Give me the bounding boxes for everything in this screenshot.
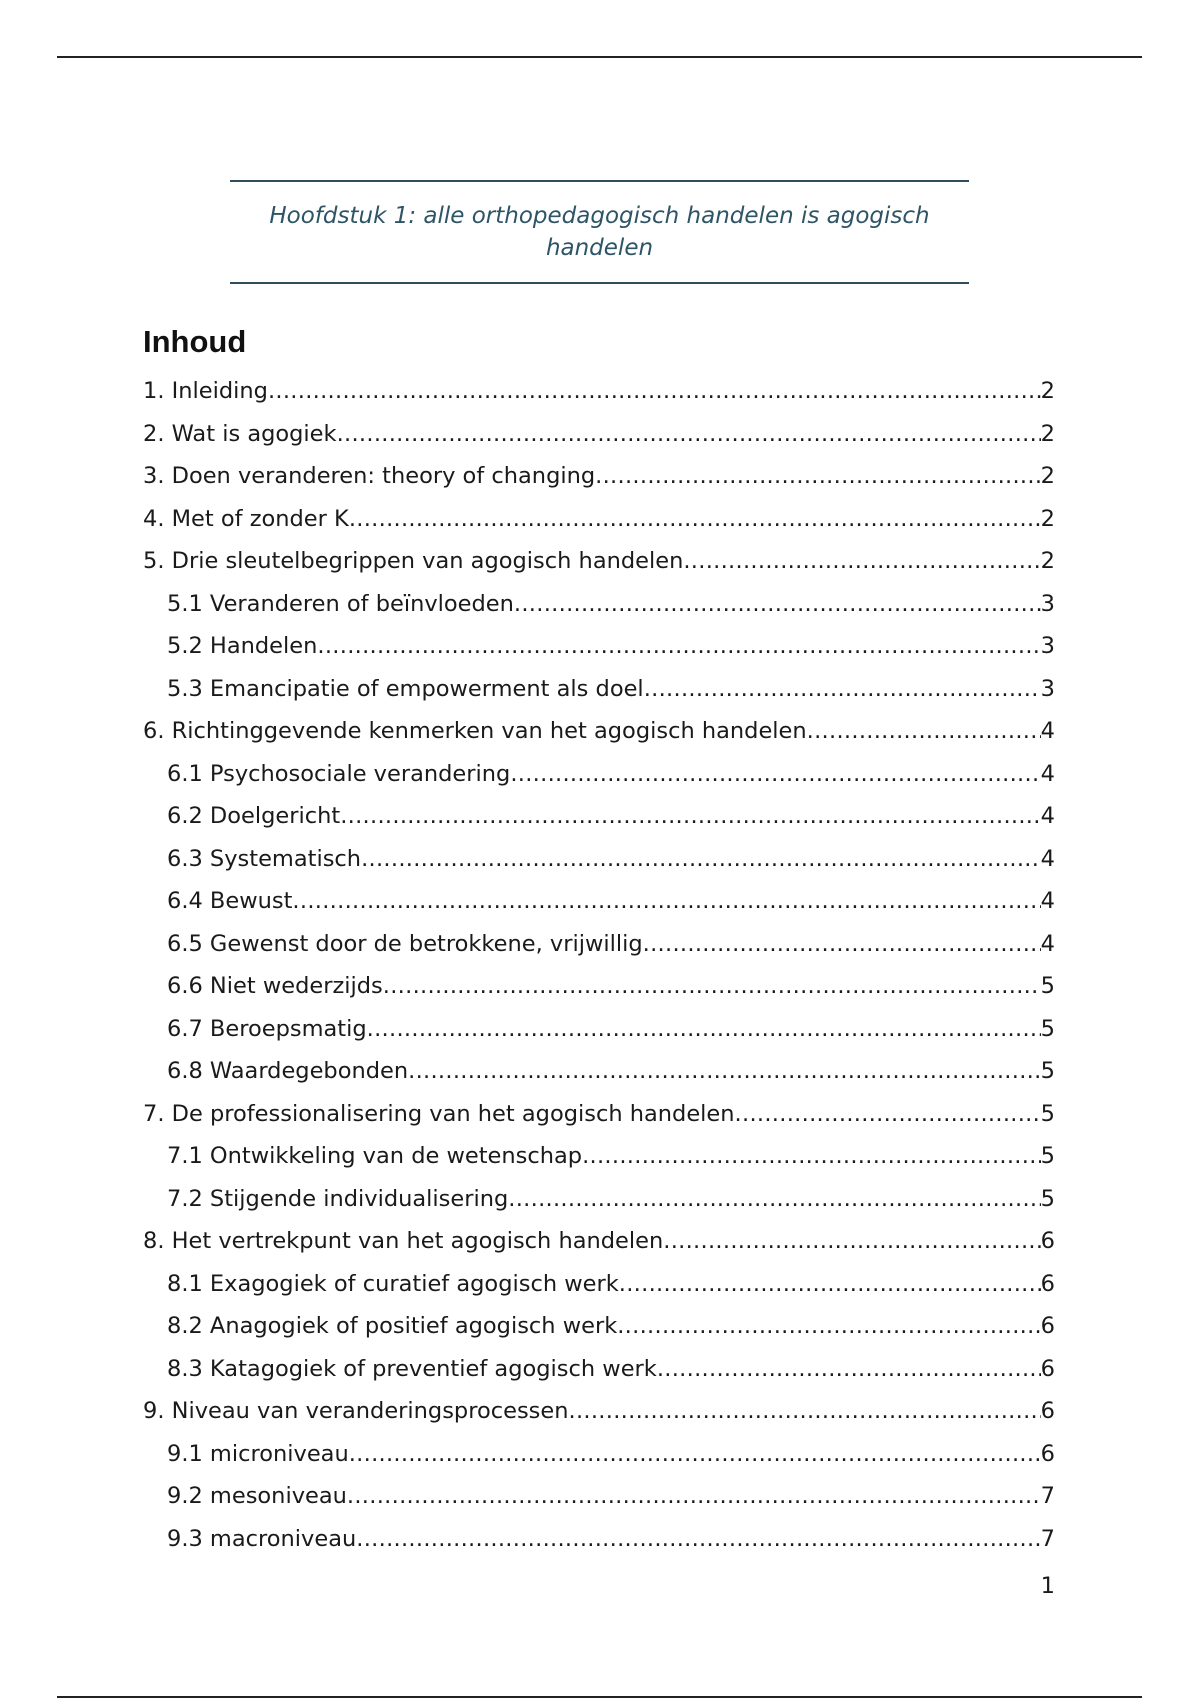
toc-entry-page: 4: [1040, 803, 1055, 829]
toc-entry[interactable]: [143, 1305, 1055, 1348]
toc-entry-page: 5: [1040, 1100, 1055, 1127]
toc-entry[interactable]: [143, 1050, 1055, 1093]
toc-dot-leader: [807, 710, 1041, 753]
toc-dot-leader: [340, 795, 1040, 838]
toc-entry-label: 3. Doen veranderen: theory of changing: [143, 463, 596, 489]
toc-dot-leader: [514, 583, 1041, 626]
toc-entry[interactable]: [143, 753, 1055, 796]
toc-entry-page: 2: [1040, 463, 1055, 489]
toc-entry-label: 2. Wat is agogiek: [143, 420, 337, 447]
toc-entry-page: 3: [1040, 675, 1055, 702]
toc-entry-page: 6: [1040, 1270, 1055, 1297]
toc-dot-leader: [508, 1178, 1040, 1221]
toc-entry[interactable]: [143, 1390, 1055, 1433]
toc-entry[interactable]: [143, 1093, 1055, 1136]
chapter-title: Hoofdstuk 1: alle orthopedagogisch handelen is agogisch handelen: [269, 203, 930, 261]
toc-entry-label: 5. Drie sleutelbegrippen van agogisch handelen: [143, 548, 684, 574]
toc-entry-page: 4: [1040, 760, 1055, 787]
toc-entry-page: 6: [1040, 1313, 1055, 1339]
toc-entry-label: 6.8 Waardegebonden: [167, 1058, 409, 1084]
toc-entry-label: 6.7 Beroepsmatig: [167, 1015, 367, 1042]
toc-entry-page: 4: [1040, 930, 1055, 957]
toc-dot-leader: [619, 1263, 1041, 1306]
toc-entry-page: 4: [1040, 888, 1055, 914]
toc-entry-page: 6: [1040, 1228, 1055, 1254]
toc-entry[interactable]: [143, 923, 1055, 966]
toc-entry-label: 9.3 macroniveau: [167, 1525, 357, 1552]
table-of-contents: [143, 370, 1055, 1560]
toc-entry-page: 6: [1040, 1355, 1055, 1382]
toc-entry-label: 8.3 Katagogiek of preventief agogisch werk: [167, 1355, 657, 1382]
toc-dot-leader: [643, 923, 1041, 966]
toc-dot-leader: [657, 1348, 1041, 1391]
toc-entry-label: 6.1 Psychosociale verandering: [167, 760, 511, 787]
toc-dot-leader: [349, 1433, 1041, 1476]
toc-entry[interactable]: [143, 795, 1055, 838]
toc-entry[interactable]: [143, 540, 1055, 583]
toc-entry-label: 6.2 Doelgericht: [167, 803, 341, 829]
toc-dot-leader: [663, 1220, 1040, 1263]
toc-entry-label: 8. Het vertrekpunt van het agogisch handelen: [143, 1228, 664, 1254]
toc-dot-leader: [361, 838, 1041, 881]
toc-entry[interactable]: [143, 498, 1055, 541]
toc-entry-page: 2: [1040, 505, 1055, 532]
toc-dot-leader: [268, 370, 1041, 413]
toc-entry[interactable]: [143, 1220, 1055, 1263]
toc-entry-label: 8.2 Anagogiek of positief agogisch werk: [167, 1313, 618, 1339]
toc-entry-label: 6.6 Niet wederzijds: [167, 973, 383, 999]
toc-entry[interactable]: [143, 370, 1055, 413]
toc-dot-leader: [582, 1135, 1041, 1178]
page-bottom-rule: [57, 1696, 1142, 1698]
toc-entry[interactable]: [143, 880, 1055, 923]
toc-entry[interactable]: [143, 1178, 1055, 1221]
toc-dot-leader: [595, 455, 1041, 498]
toc-entry-page: 6: [1040, 1440, 1055, 1467]
toc-entry[interactable]: [143, 1433, 1055, 1476]
toc-entry-label: 7.2 Stijgende individualisering: [167, 1185, 509, 1212]
toc-dot-leader: [510, 753, 1040, 796]
toc-entry-page: 4: [1040, 718, 1055, 744]
toc-entry[interactable]: [143, 1135, 1055, 1178]
chapter-title-box: [230, 180, 969, 284]
page-number: 1: [1040, 1573, 1055, 1599]
toc-entry-label: 6.4 Bewust: [167, 888, 293, 914]
toc-entry-label: 8.1 Exagogiek of curatief agogisch werk: [167, 1270, 619, 1297]
toc-entry-label: 9. Niveau van veranderingsprocessen: [143, 1398, 569, 1424]
toc-entry-page: 5: [1040, 1185, 1055, 1212]
toc-entry[interactable]: [143, 413, 1055, 456]
toc-dot-leader: [408, 1050, 1041, 1093]
toc-entry-label: 9.1 microniveau: [167, 1440, 349, 1467]
toc-dot-leader: [349, 498, 1041, 541]
toc-entry[interactable]: [143, 1263, 1055, 1306]
toc-entry-label: 7. De professionalisering van het agogisch handelen: [143, 1100, 735, 1127]
toc-entry-page: 5: [1040, 973, 1055, 999]
toc-dot-leader: [356, 1518, 1040, 1561]
toc-entry[interactable]: [143, 710, 1055, 753]
toc-entry-label: 6. Richtinggevende kenmerken van het agogisch handelen: [143, 718, 807, 744]
toc-entry-label: 1. Inleiding: [143, 378, 268, 404]
toc-dot-leader: [337, 413, 1041, 456]
toc-heading: Inhoud: [143, 324, 247, 359]
toc-entry-label: 7.1 Ontwikkeling van de wetenschap: [167, 1143, 583, 1169]
toc-entry-page: 2: [1040, 420, 1055, 447]
toc-dot-leader: [383, 965, 1041, 1008]
toc-entry[interactable]: [143, 625, 1055, 668]
toc-entry-label: 4. Met of zonder K: [143, 505, 349, 532]
toc-entry-label: 5.3 Emancipatie of empowerment als doel: [167, 675, 644, 702]
toc-entry[interactable]: [143, 668, 1055, 711]
toc-entry-page: 5: [1040, 1058, 1055, 1084]
toc-dot-leader: [683, 540, 1040, 583]
toc-dot-leader: [735, 1093, 1041, 1136]
toc-entry[interactable]: [143, 455, 1055, 498]
toc-entry-label: 9.2 mesoniveau: [167, 1483, 347, 1509]
toc-entry-label: 5.1 Veranderen of beïnvloeden: [167, 590, 514, 617]
toc-entry-page: 3: [1040, 633, 1055, 659]
page-top-rule: [57, 56, 1142, 58]
toc-dot-leader: [367, 1008, 1041, 1051]
toc-entry-page: 2: [1040, 378, 1055, 404]
toc-entry[interactable]: [143, 1348, 1055, 1391]
toc-entry-page: 4: [1040, 845, 1055, 872]
toc-entry[interactable]: [143, 965, 1055, 1008]
toc-entry[interactable]: [143, 1518, 1055, 1561]
toc-entry-label: 6.5 Gewenst door de betrokkene, vrijwillig: [167, 930, 643, 957]
toc-entry-page: 5: [1040, 1015, 1055, 1042]
toc-dot-leader: [569, 1390, 1041, 1433]
toc-entry-page: 7: [1040, 1483, 1055, 1509]
toc-entry-page: 7: [1040, 1525, 1055, 1552]
toc-entry[interactable]: [143, 838, 1055, 881]
toc-entry-label: 6.3 Systematisch: [167, 845, 362, 872]
toc-dot-leader: [292, 880, 1040, 923]
toc-entry-page: 5: [1040, 1143, 1055, 1169]
toc-entry[interactable]: [143, 1475, 1055, 1518]
toc-entry-page: 2: [1040, 548, 1055, 574]
toc-entry-label: 5.2 Handelen: [167, 633, 318, 659]
toc-entry[interactable]: [143, 1008, 1055, 1051]
toc-entry-page: 3: [1040, 590, 1055, 617]
toc-dot-leader: [317, 625, 1040, 668]
toc-entry[interactable]: [143, 583, 1055, 626]
toc-dot-leader: [347, 1475, 1041, 1518]
toc-dot-leader: [617, 1305, 1040, 1348]
toc-dot-leader: [644, 668, 1041, 711]
toc-entry-page: 6: [1040, 1398, 1055, 1424]
